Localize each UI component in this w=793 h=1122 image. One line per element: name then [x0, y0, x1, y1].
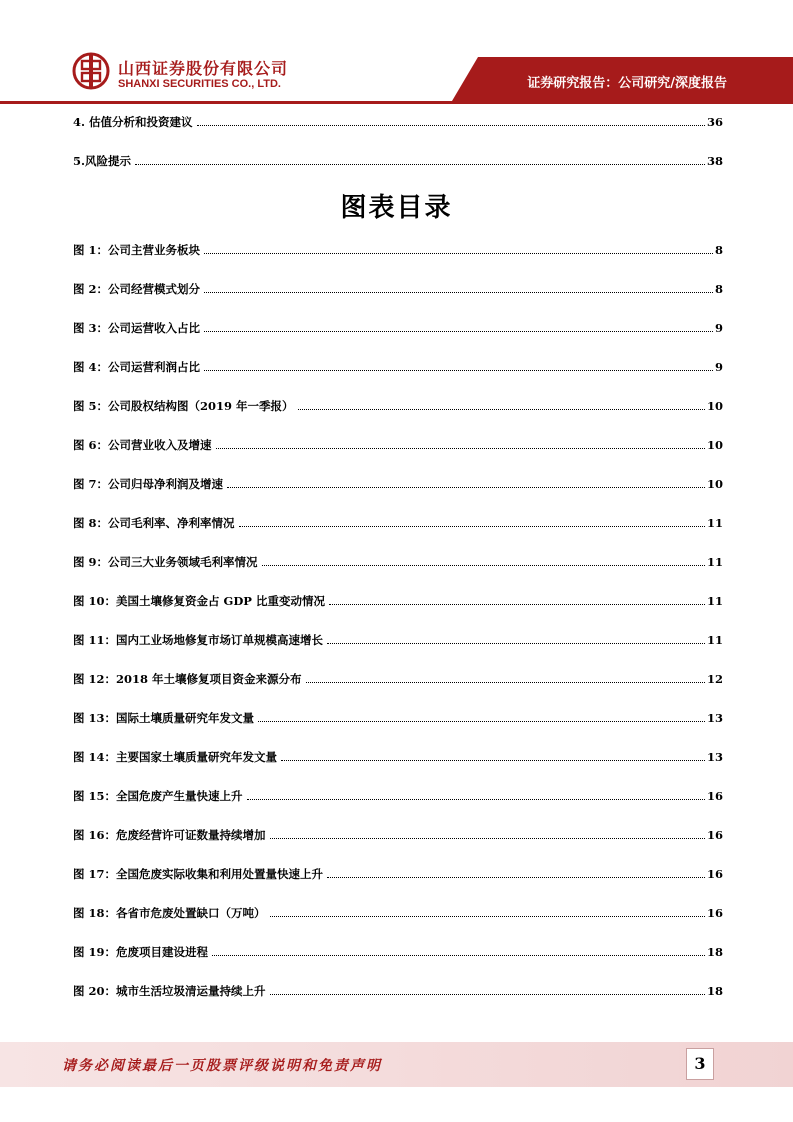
figure-entry-label: 图 18：各省市危废处置缺口（万吨）	[73, 906, 266, 920]
dot-leader	[204, 370, 713, 371]
figure-entry[interactable]	[73, 553, 723, 569]
toc-entry[interactable]	[73, 152, 723, 168]
figure-entry[interactable]	[73, 436, 723, 452]
figure-entry[interactable]	[73, 358, 723, 374]
figure-entry-label: 图 19：危废项目建设进程	[73, 945, 209, 959]
dot-leader	[204, 331, 713, 332]
figure-entry-label: 图 1：公司主营业务板块	[73, 243, 201, 257]
figure-entry-label: 图 13：国际土壤质量研究年发文量	[73, 711, 255, 725]
dot-leader	[197, 125, 705, 126]
toc-entry-page: 38	[706, 154, 723, 168]
figure-entry[interactable]	[73, 709, 723, 725]
figure-entry-page: 16	[706, 789, 723, 803]
figure-entry-page: 9	[714, 360, 723, 374]
figure-entry-label: 图 14：主要国家土壤质量研究年发文量	[73, 750, 278, 764]
dot-leader	[204, 292, 713, 293]
figure-entry[interactable]	[73, 982, 723, 998]
figure-entry[interactable]	[73, 319, 723, 335]
figure-entry-page: 8	[714, 282, 723, 296]
figure-entry[interactable]	[73, 241, 723, 257]
toc-entry-label: 5.风险提示	[73, 154, 132, 168]
figure-entry[interactable]	[73, 670, 723, 686]
figure-entry-label: 图 7：公司归母净利润及增速	[73, 477, 224, 491]
figure-entry-label: 图 16：危废经营许可证数量持续增加	[73, 828, 266, 842]
figure-entry-label: 图 12：2018 年土壤修复项目资金来源分布	[73, 672, 302, 686]
figure-entry-page: 11	[706, 555, 723, 569]
figure-entry[interactable]	[73, 748, 723, 764]
figure-entry[interactable]	[73, 865, 723, 881]
figure-entry-label: 图 3：公司运营收入占比	[73, 321, 201, 335]
figure-entry-page: 13	[706, 711, 723, 725]
figure-entry[interactable]	[73, 631, 723, 647]
figure-entry-label: 图 5：公司股权结构图（2019 年一季报）	[73, 399, 294, 413]
figure-entry-page: 16	[706, 867, 723, 881]
figure-entry-page: 12	[706, 672, 723, 686]
figure-entry-page: 10	[706, 399, 723, 413]
company-name-en: SHANXI SECURITIES CO., LTD.	[118, 78, 281, 90]
figure-entry-label: 图 8：公司毛利率、净利率情况	[73, 516, 235, 530]
figure-entry-page: 10	[706, 477, 723, 491]
figure-entry-page: 8	[714, 243, 723, 257]
dot-leader	[212, 955, 705, 956]
figure-entry-page: 11	[706, 633, 723, 647]
dot-leader	[281, 760, 705, 761]
dot-leader	[204, 253, 713, 254]
dot-leader	[306, 682, 705, 683]
toc-entry[interactable]	[73, 113, 723, 129]
figure-entry-label: 图 10：美国土壤修复资金占 GDP 比重变动情况	[73, 594, 325, 608]
figure-entry[interactable]	[73, 514, 723, 530]
figure-entry[interactable]	[73, 787, 723, 803]
figure-entry-label: 图 17：全国危废实际收集和利用处置量快速上升	[73, 867, 324, 881]
figure-entry-label: 图 15：全国危废产生量快速上升	[73, 789, 243, 803]
figure-entry[interactable]	[73, 943, 723, 959]
figure-entry-page: 16	[706, 906, 723, 920]
figure-entry[interactable]	[73, 475, 723, 491]
figure-entry-label: 图 2：公司经营模式划分	[73, 282, 201, 296]
page-header	[0, 0, 793, 104]
figure-entry-page: 18	[706, 984, 723, 998]
toc-entry-label: 4. 估值分析和投资建议	[73, 115, 193, 129]
company-name-cn: 山西证券股份有限公司	[118, 59, 289, 78]
figure-entry-page: 11	[706, 594, 723, 608]
dot-leader	[270, 838, 705, 839]
dot-leader	[239, 526, 705, 527]
figure-entry-page: 10	[706, 438, 723, 452]
figure-entry-page: 16	[706, 828, 723, 842]
dot-leader	[270, 994, 705, 995]
dot-leader	[298, 409, 705, 410]
dot-leader	[227, 487, 705, 488]
footer-disclaimer: 请务必阅读最后一页股票评级说明和免责声明	[62, 1058, 382, 1074]
figure-entry-page: 9	[714, 321, 723, 335]
dot-leader	[135, 164, 705, 165]
company-logo-icon	[72, 52, 110, 90]
figure-entry[interactable]	[73, 280, 723, 296]
figure-entry-page: 13	[706, 750, 723, 764]
dot-leader	[258, 721, 705, 722]
figure-entry-page: 11	[706, 516, 723, 530]
figure-entry-label: 图 6：公司营业收入及增速	[73, 438, 212, 452]
figure-entry-page: 18	[706, 945, 723, 959]
figure-entry[interactable]	[73, 826, 723, 842]
page-number: 3	[686, 1048, 714, 1080]
report-type-label: 证券研究报告：公司研究/深度报告	[527, 76, 727, 91]
figure-entry-label: 图 20：城市生活垃圾清运量持续上升	[73, 984, 266, 998]
figure-entry[interactable]	[73, 904, 723, 920]
toc-entry-page: 36	[706, 115, 723, 129]
figures-list-title: 图表目录	[340, 193, 453, 223]
figure-entry[interactable]	[73, 592, 723, 608]
figure-entry[interactable]	[73, 397, 723, 413]
figure-entry-label: 图 11：国内工业场地修复市场订单规模高速增长	[73, 633, 324, 647]
dot-leader	[270, 916, 705, 917]
figure-entry-label: 图 9：公司三大业务领域毛利率情况	[73, 555, 258, 569]
dot-leader	[247, 799, 705, 800]
dot-leader	[216, 448, 705, 449]
dot-leader	[327, 877, 705, 878]
dot-leader	[262, 565, 705, 566]
figure-entry-label: 图 4：公司运营利润占比	[73, 360, 201, 374]
dot-leader	[329, 604, 705, 605]
dot-leader	[327, 643, 705, 644]
